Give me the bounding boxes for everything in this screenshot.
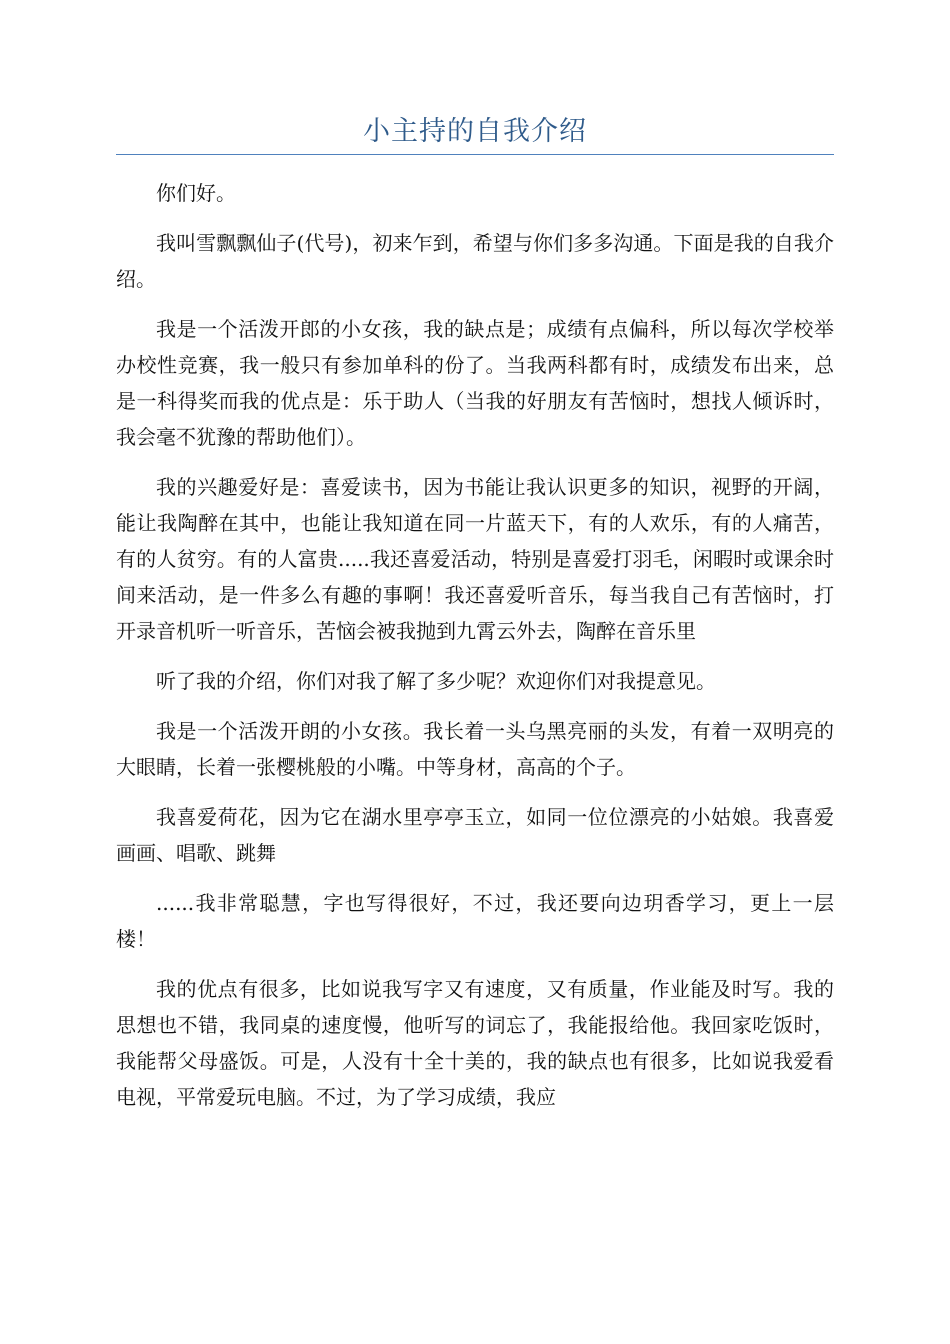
title-underline <box>116 154 834 155</box>
paragraph: 我叫雪飘飘仙子(代号)，初来乍到，希望与你们多多沟通。下面是我的自我介绍。 <box>116 231 834 291</box>
paragraph: 我是一个活泼开郎的小女孩，我的缺点是；成绩有点偏科，所以每次学校举办校性竞赛，我一般只有参加单科的份了。当我两科都有时，成绩发布出来，总是一科得奖而我的优点是：乐于助人（当我的好朋友有苦恼时，想找人倾诉时，我会毫不犹豫的帮助他们）。 <box>116 317 834 449</box>
paragraph: 听了我的介绍，你们对我了解了多少呢？欢迎你们对我提意见。 <box>156 669 716 693</box>
document-page <box>116 112 834 1129</box>
paragraph: 我是一个活泼开朗的小女孩。我长着一头乌黑亮丽的头发，有着一双明亮的大眼睛，长着一张樱桃般的小嘴。中等身材，高高的个子。 <box>116 719 834 779</box>
paragraph: 我的兴趣爱好是：喜爱读书，因为书能让我认识更多的知识，视野的开阔，能让我陶醉在其中，也能让我知道在同一片蓝天下，有的人欢乐，有的人痛苦，有的人贫穷。有的人富贵.....我还喜爱活动，特别是喜爱打羽毛，闲暇时或课余时间来活动，是一件多么有趣的事啊！我还喜爱听音乐，每当我自己有苦恼时，打开录音机听一听音乐，苦恼会被我抛到九霄云外去，陶醉在音乐里 <box>116 475 834 643</box>
paragraph: 我喜爱荷花，因为它在湖水里亭亭玉立，如同一位位漂亮的小姑娘。我喜爱画画、唱歌、跳舞 <box>116 805 834 865</box>
paragraph: ......我非常聪慧，字也写得很好，不过，我还要向边玥香学习，更上一层楼！ <box>116 891 834 951</box>
paragraph: 你们好。 <box>156 181 236 205</box>
document-body <box>116 175 834 1115</box>
document-title: 小主持的自我介绍 <box>363 116 587 147</box>
paragraph: 我的优点有很多，比如说我写字又有速度，又有质量，作业能及时写。我的思想也不错，我同桌的速度慢，他听写的词忘了，我能报给他。我回家吃饭时，我能帮父母盛饭。可是，人没有十全十美的，我的缺点也有很多，比如说我爱看电视，平常爱玩电脑。不过，为了学习成绩，我应 <box>116 977 834 1109</box>
